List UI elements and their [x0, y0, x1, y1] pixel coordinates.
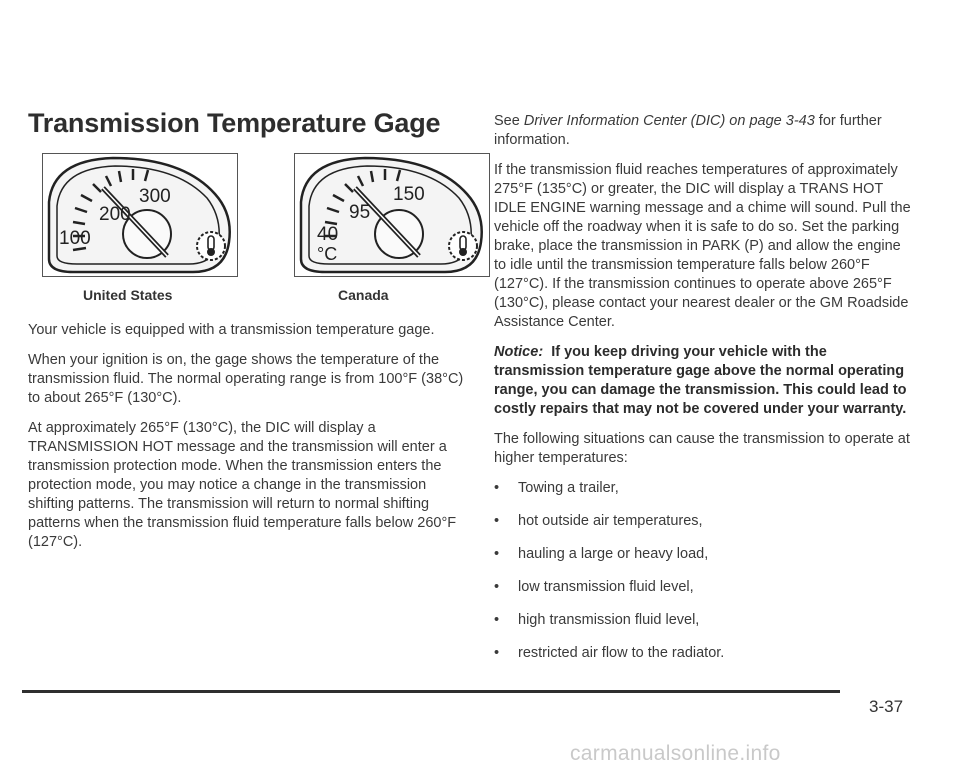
bullet-icon: • — [494, 480, 500, 496]
watermark: carmanualsonline.info — [570, 742, 781, 765]
us-label-100: 100 — [59, 228, 91, 249]
paragraph-intro: Your vehicle is equipped with a transmission temperature gage. — [28, 322, 435, 338]
list-item: • low transmission fluid level, — [494, 579, 694, 595]
list-item: • high transmission fluid level, — [494, 612, 700, 628]
paragraph-trans-hot: If the transmission fluid reaches temperatures of approximately 275°F (135°C) or greater, the DIC will display a TRANS HOT IDLE ENGINE warning message and a chime will sound. Pull the vehicle off the roadway when it is safe to do so. Set the parking brake, place the transmission in PARK (P) and allow the engine to idle until the transmission temperature falls below 260°F (127°C). If the transmission continues to operate above 265°F (130°C), please contact your nearest dealer or the GM Roadside Assistance Center. — [494, 162, 911, 330]
notice-text: If you keep driving your vehicle with the transmission temperature gage above the normal operating range, you can damage the transmission. This could lead to costly repairs that may not be covered under your warranty. — [494, 344, 907, 417]
list-item: • restricted air flow to the radiator. — [494, 645, 725, 661]
see-prefix: See — [494, 113, 524, 129]
notice-label: Notice: — [494, 344, 544, 360]
page-number: 3-37 — [869, 697, 904, 716]
paragraph-situations-intro: The following situations can cause the transmission to operate at higher temperatures: — [494, 431, 910, 466]
thermometer-icon — [197, 232, 225, 260]
list-item: • hot outside air temperatures, — [494, 513, 703, 529]
right-column — [494, 112, 914, 677]
us-label-200: 200 — [99, 204, 131, 225]
caption-canada: Canada — [338, 287, 389, 303]
dic-page-reference: Driver Information Center (DIC) on page 3-43 — [523, 113, 815, 129]
section-title: Transmission Temperature Gage — [28, 108, 441, 138]
gage-figure-canada — [294, 153, 490, 277]
bullet-icon: • — [494, 612, 500, 628]
gage-illustration-us — [43, 154, 238, 277]
bullet-icon: • — [494, 579, 500, 595]
left-column — [28, 108, 468, 563]
ca-label-40: 40 — [317, 224, 339, 245]
gage-illustration-canada — [295, 154, 490, 277]
bullet-icon: • — [494, 513, 500, 529]
paragraph-normal-range: When your ignition is on, the gage shows the temperature of the transmission fluid. The normal operating range is from 100°F (38°C) to about 265°F (130°C). — [28, 352, 464, 406]
gage-figures — [28, 153, 468, 277]
caption-united-states: United States — [83, 287, 173, 303]
list-item: • hauling a large or heavy load, — [494, 546, 709, 562]
figure-captions — [28, 287, 468, 307]
see-suffix: for further information. — [494, 113, 882, 148]
ca-label-95: 95 — [349, 202, 371, 223]
situations-list — [494, 479, 914, 663]
list-item: • Towing a trailer, — [494, 480, 619, 496]
ca-label-celsius: °C — [317, 244, 338, 264]
notice-block — [494, 343, 914, 419]
paragraph-protection-mode: At approximately 265°F (130°C), the DIC will display a TRANSMISSION HOT message and the transmission will enter a transmission protection mode. When the transmission enters the protection mode, you may notice a change in the transmission shifting patterns. The transmission will return to normal shifting patterns when the transmission fluid temperature falls below 260°F (127°C). — [28, 420, 457, 550]
us-label-300: 300 — [139, 186, 171, 207]
ca-label-150: 150 — [393, 184, 425, 205]
bullet-icon: • — [494, 546, 500, 562]
footer-rule — [22, 690, 840, 693]
bullet-icon: • — [494, 645, 500, 661]
paragraph-see-dic — [494, 112, 914, 150]
gage-figure-us — [42, 153, 238, 277]
thermometer-icon — [449, 232, 477, 260]
